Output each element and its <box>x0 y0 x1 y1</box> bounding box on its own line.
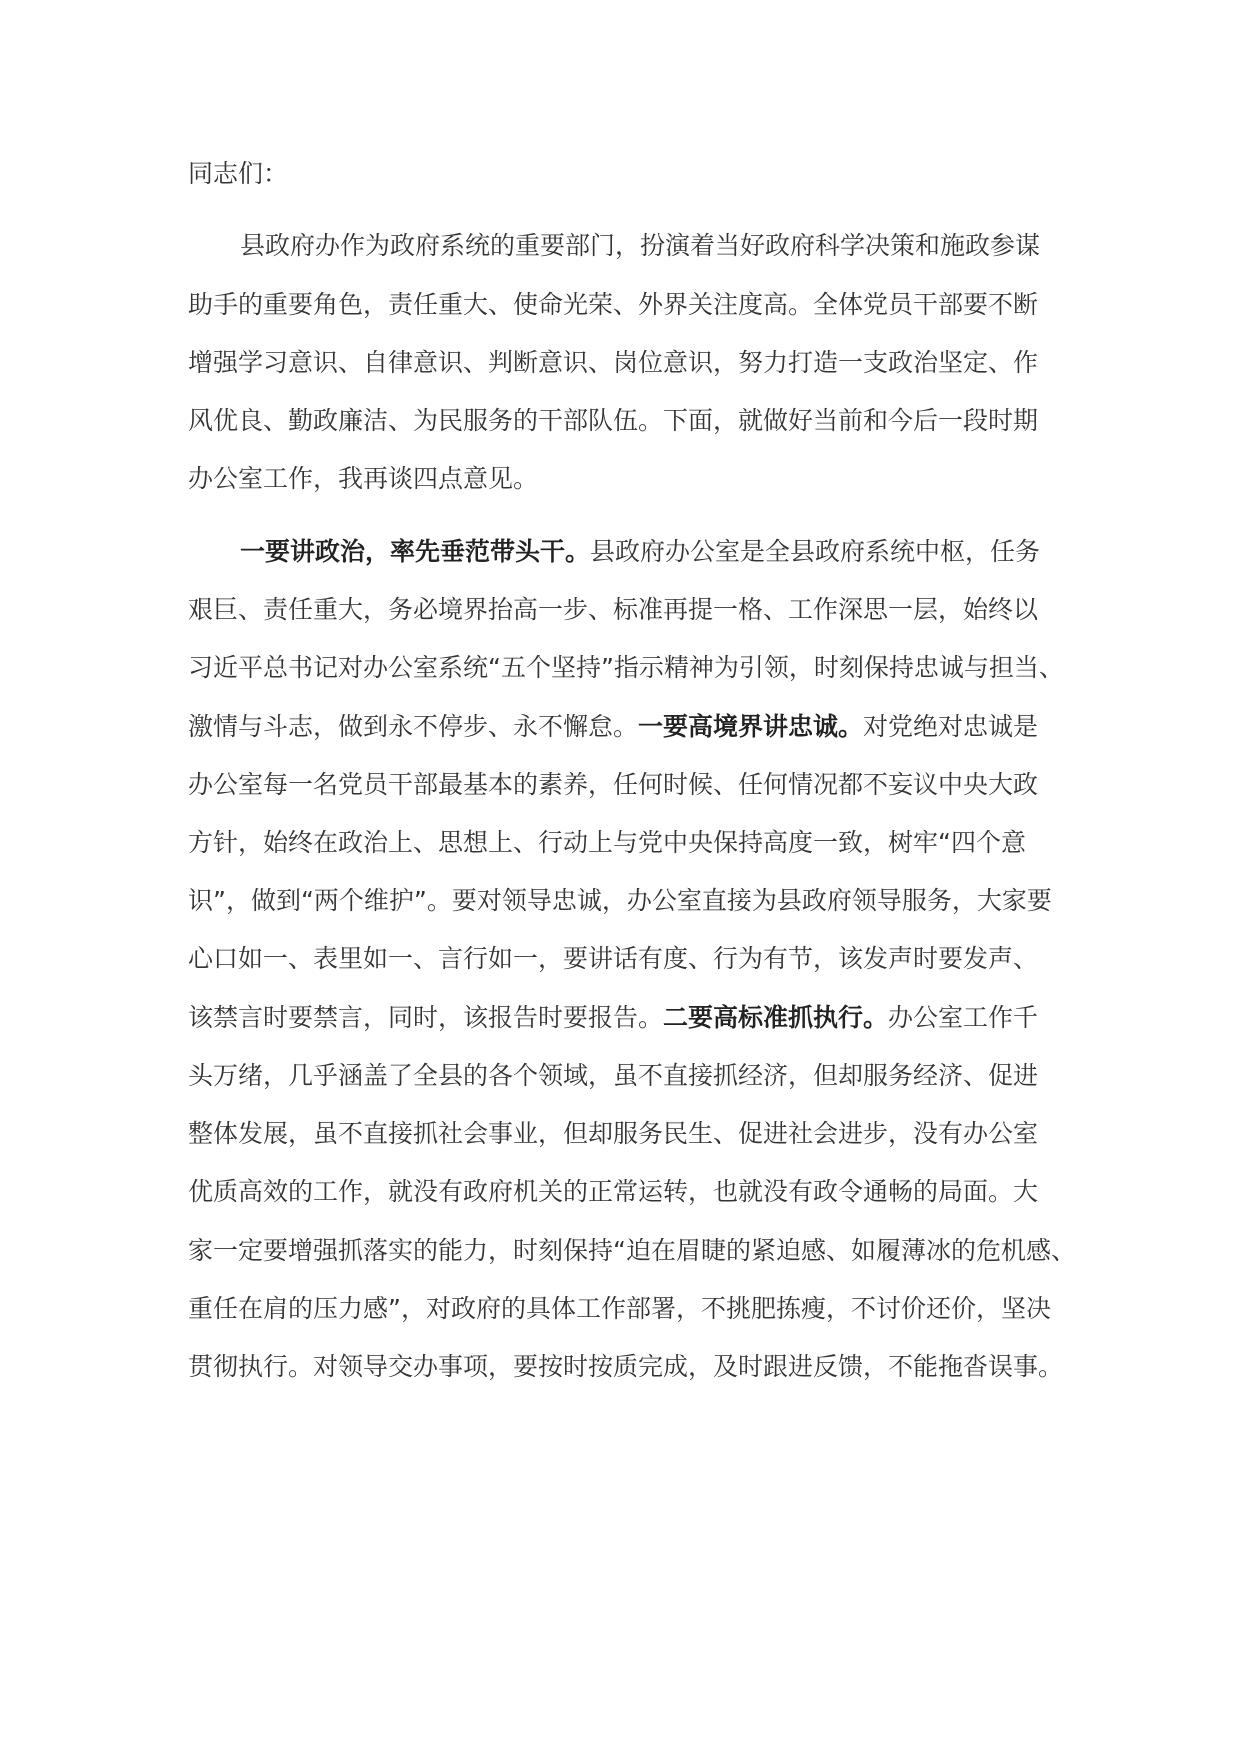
subsection-heading: 二要高标准抓执行。 <box>663 1003 889 1032</box>
paragraph-line <box>188 1002 1038 1034</box>
paragraph-line: 整体发展，虽不直接抓社会事业，但却服务民生、促进社会进步，没有办公室 <box>188 1119 1039 1148</box>
paragraph-text: 县政府办公室是全县政府系统中枢，任务 <box>590 537 1041 566</box>
paragraph-line <box>240 536 1040 568</box>
paragraph-line: 风优良、勤政廉洁、为民服务的干部队伍。下面，就做好当前和今后一段时期 <box>188 406 1039 435</box>
paragraph-text: 该禁言时要禁言，同时，该报告时要报告。 <box>188 1003 664 1032</box>
paragraph-line: 办公室每一名党员干部最基本的素养，任何时候、任何情况都不妄议中央大政 <box>188 770 1039 799</box>
paragraph-line <box>188 711 1038 743</box>
paragraph-line: 识”，做到“两个维护”。要对领导忠诚，办公室直接为县政府领导服务，大家要 <box>188 886 1052 915</box>
paragraph-line: 助手的重要角色，责任重大、使命光荣、外界关注度高。全体党员干部要不断 <box>188 290 1039 319</box>
paragraph-line: 重任在肩的压力感”，对政府的具体工作部署，不挑肥拣瘦，不讨价还价，坚决 <box>188 1294 1051 1323</box>
paragraph-text: 对党绝对忠诚是 <box>863 712 1039 741</box>
paragraph-line: 艰巨、责任重大，务必境界抬高一步、标准再提一格、工作深思一层，始终以 <box>188 595 1039 624</box>
paragraph-line: 头万绪，几乎涵盖了全县的各个领域，虽不直接抓经济，但却服务经济、促进 <box>188 1061 1039 1090</box>
paragraph-line: 方针，始终在政治上、思想上、行动上与党中央保持高度一致，树牢“四个意 <box>188 828 1026 857</box>
subsection-heading: 一要高境界讲忠诚。 <box>638 712 864 741</box>
paragraph-line: 习近平总书记对办公室系统“五个坚持”指示精神为引领，时刻保持忠诚与担当、 <box>188 653 1064 682</box>
paragraph-line: 贯彻执行。对领导交办事项，要按时按质完成，及时跟进反馈，不能拖沓误事。 <box>188 1352 1064 1381</box>
paragraph-line: 优质高效的工作，就没有政府机关的正常运转，也就没有政令通畅的局面。大 <box>188 1177 1039 1206</box>
paragraph-line: 县政府办作为政府系统的重要部门，扮演着当好政府科学决策和施政参谋 <box>240 231 1041 260</box>
paragraph-text: 激情与斗志，做到永不停步、永不懈怠。 <box>188 712 639 741</box>
paragraph-text: 办公室工作千 <box>888 1003 1039 1032</box>
paragraph-line: 心口如一、表里如一、言行如一，要讲话有度、行为有节，该发声时要发声、 <box>188 944 1039 973</box>
paragraph-line: 增强学习意识、自律意识、判断意识、岗位意识，努力打造一支政治坚定、作 <box>188 348 1039 377</box>
paragraph-line: 家一定要增强抓落实的能力，时刻保持“迫在眉睫的紧迫感、如履薄冰的危机感、 <box>188 1236 1076 1265</box>
section-heading: 一要讲政治，率先垂范带头干。 <box>240 537 591 566</box>
salutation: 同志们： <box>188 159 289 188</box>
paragraph-line: 办公室工作，我再谈四点意见。 <box>188 464 539 493</box>
